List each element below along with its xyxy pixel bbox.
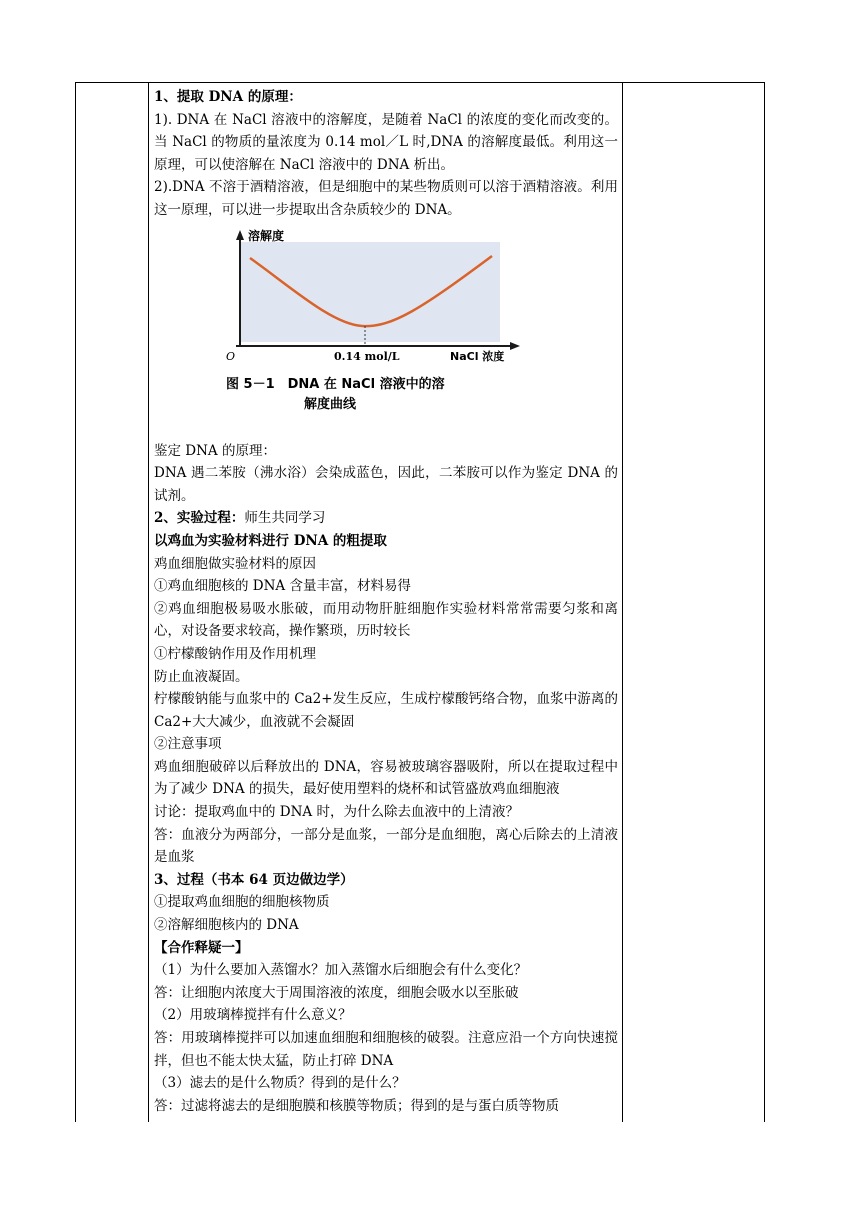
x-axis-arrow: [510, 342, 520, 350]
paragraph-anticoagulant: 防止血液凝固。: [154, 668, 249, 685]
main-content-cell: [154, 86, 618, 1117]
answer-2: 答：用玻璃棒搅拌可以加速血细胞和细胞核的破裂。注意应沿一个方向快速搅拌，但也不能太快太猛，防止打碎 DNA: [154, 1030, 618, 1069]
paragraph-notes-heading: ②注意事项: [154, 736, 222, 753]
answer-1: 答：让细胞内浓度大于周围溶液的浓度，细胞会吸水以至胀破: [154, 984, 519, 1001]
question-2: （2）用玻璃棒搅拌有什么意义？: [154, 1007, 352, 1024]
solubility-figure: [154, 228, 618, 436]
column-divider-right: [622, 83, 623, 1122]
origin-label: O: [226, 349, 236, 363]
heading-principle: 1、提取 DNA 的原理：: [154, 89, 302, 105]
heading-process-label: 2、实验过程：: [154, 510, 245, 527]
question-3: （3）滤去的是什么物质？得到的是什么？: [154, 1075, 406, 1092]
paragraph-reason-2: ②鸡血细胞极易吸水胀破，而用动物肝脏细胞作实验材料常常需要匀浆和离心，对设备要求较高，操作繁琐，历时较长: [154, 600, 618, 640]
paragraph-notes: 鸡血细胞破碎以后释放出的 DNA，容易被玻璃容器吸附，所以在提取过程中为了减少 DNA 的损失，最好使用塑料的烧杯和试管盛放鸡血细胞液: [154, 758, 618, 798]
paragraph-alcohol: 2).DNA 不溶于酒精溶液，但是细胞中的某些物质则可以溶于酒精溶液。利用这一原理，可以进一步提取出含杂质较少的 DNA。: [154, 179, 618, 218]
paragraph-citrate-heading: ①柠檬酸钠作用及作用机理: [154, 645, 316, 662]
answer-3: 答：过滤将滤去的是细胞膜和核膜等物质；得到的是与蛋白质等物质: [154, 1097, 559, 1114]
paragraph-discussion: 讨论：提取鸡血中的 DNA 时，为什么除去血液中的上清液？: [154, 804, 519, 821]
heading-process-rest: 师生共同学习: [244, 510, 326, 527]
figure-caption-line2: 解度曲线: [304, 396, 357, 412]
x-tick-label: 0.14 mol/L: [334, 349, 400, 363]
paragraph-identify-heading: 鉴定 DNA 的原理：: [154, 442, 276, 459]
solubility-curve-image: [222, 228, 532, 436]
y-axis-arrow: [236, 230, 244, 240]
paragraph-step-1: ①提取鸡血细胞的细胞核物质: [154, 894, 330, 911]
paragraph-discussion-answer: 答：血液分为两部分，一部分是血浆，一部分是血细胞，离心后除去的上清液是血浆: [154, 826, 618, 866]
paragraph-reason-1: ①鸡血细胞核的 DNA 含量丰富，材料易得: [154, 578, 411, 595]
heading-cooperative-q1: 【合作释疑一】: [154, 939, 249, 956]
heading-chicken-blood: 以鸡血为实验材料进行 DNA 的粗提取: [154, 532, 387, 549]
figure-caption-line1: 图 5－1 DNA 在 NaCl 溶液中的溶: [226, 376, 445, 392]
heading-procedure: 3、过程（书本 64 页边做边学）: [154, 871, 354, 888]
column-divider-left: [148, 83, 149, 1122]
paragraph-diphenylamine: DNA 遇二苯胺（沸水浴）会染成蓝色，因此，二苯胺可以作为鉴定 DNA 的试剂。: [154, 465, 618, 504]
question-1: （1）为什么要加入蒸馏水？加入蒸馏水后细胞会有什么变化？: [154, 962, 528, 979]
paragraph-nacl: 1). DNA 在 NaCl 溶液中的溶解度，是随着 NaCl 的浓度的变化而改变的。当 NaCl 的物质的量浓度为 0.14 mol／L 时,DNA 的溶解度最低。利用这一原理，可以使溶解在 NaCl 溶液中的 DNA 析出。: [154, 111, 618, 173]
x-axis-label: NaCl 浓度: [450, 349, 505, 363]
paragraph-step-2: ②溶解细胞核内的 DNA: [154, 917, 299, 934]
y-axis-label: 溶解度: [248, 228, 285, 243]
heading-process: [154, 507, 618, 530]
paragraph-citrate-mechanism: 柠檬酸钠能与血浆中的 Ca2+发生反应，生成柠檬酸钙络合物，血浆中游离的 Ca2+大大减少，血液就不会凝固: [154, 691, 618, 730]
paragraph-reason: 鸡血细胞做实验材料的原因: [154, 555, 316, 572]
